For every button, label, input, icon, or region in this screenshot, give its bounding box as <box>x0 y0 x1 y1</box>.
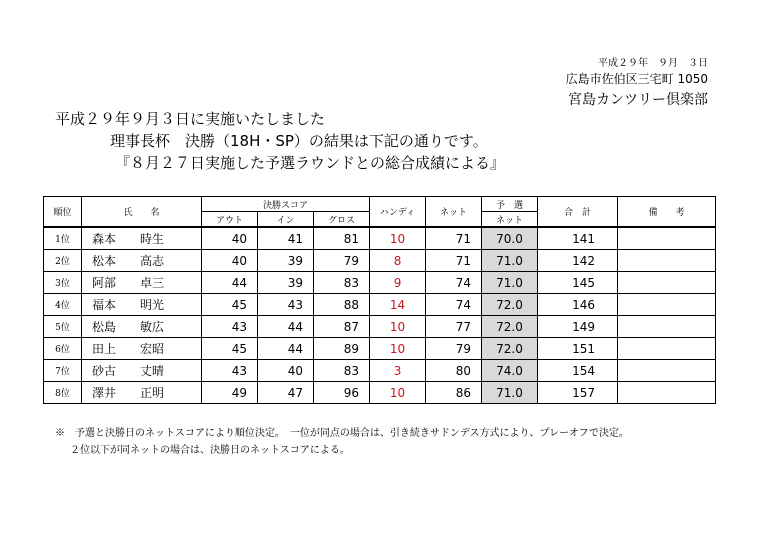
rank-cell: 5位 <box>44 316 82 338</box>
qualifier-net-cell: 70.0 <box>482 227 538 250</box>
gross-score-cell: 81 <box>314 227 370 250</box>
family-name: 砂古 <box>92 364 117 378</box>
out-score-cell: 45 <box>202 294 258 316</box>
out-score-cell: 45 <box>202 338 258 360</box>
in-score-cell: 44 <box>258 316 314 338</box>
family-name: 田上 <box>92 342 117 356</box>
name-cell <box>82 360 202 382</box>
name-cell <box>82 316 202 338</box>
handicap-cell: 10 <box>370 338 426 360</box>
net-score-cell: 77 <box>426 316 482 338</box>
document-date: 平成２９年 ９月 ３日 <box>598 58 708 69</box>
name-cell <box>82 294 202 316</box>
rank-cell: 4位 <box>44 294 82 316</box>
intro-line-2: 理事長杯 決勝（18H・SP）の結果は下記の通りです。 <box>110 132 488 150</box>
rank-cell: 7位 <box>44 360 82 382</box>
name-cell <box>82 382 202 404</box>
family-name: 福本 <box>92 298 117 312</box>
total-score-cell: 145 <box>538 272 618 294</box>
table-row <box>44 272 716 294</box>
note-second-place: ２位以下が同ネットの場合は、決勝日のネットスコアによる。 <box>70 445 350 456</box>
gross-score-cell: 87 <box>314 316 370 338</box>
out-score-cell: 40 <box>202 227 258 250</box>
remarks-cell <box>618 316 716 338</box>
qualifier-net-cell: 71.0 <box>482 250 538 272</box>
gross-score-cell: 88 <box>314 294 370 316</box>
net-score-cell: 71 <box>426 227 482 250</box>
out-score-cell: 44 <box>202 272 258 294</box>
total-score-cell: 149 <box>538 316 618 338</box>
remarks-cell <box>618 294 716 316</box>
name-cell <box>82 272 202 294</box>
handicap-cell: 3 <box>370 360 426 382</box>
given-name: 宏昭 <box>140 342 165 356</box>
qualifier-net-cell: 72.0 <box>482 294 538 316</box>
given-name: 丈晴 <box>140 364 165 378</box>
header-name: 氏 名 <box>82 197 202 228</box>
club-name: 宮島カンツリー倶楽部 <box>568 92 708 108</box>
club-address: 広島市佐伯区三宅町 1050 <box>565 72 708 86</box>
net-score-cell: 74 <box>426 294 482 316</box>
handicap-cell: 8 <box>370 250 426 272</box>
out-score-cell: 40 <box>202 250 258 272</box>
in-score-cell: 43 <box>258 294 314 316</box>
header-out: アウト <box>202 212 258 228</box>
header-total: 合 計 <box>538 197 618 228</box>
handicap-cell: 10 <box>370 227 426 250</box>
table-row <box>44 294 716 316</box>
qualifier-net-cell: 71.0 <box>482 272 538 294</box>
out-score-cell: 43 <box>202 360 258 382</box>
table-row <box>44 250 716 272</box>
given-name: 明光 <box>140 298 165 312</box>
gross-score-cell: 96 <box>314 382 370 404</box>
remarks-cell <box>618 338 716 360</box>
qualifier-net-cell: 72.0 <box>482 316 538 338</box>
family-name: 澤井 <box>92 386 117 400</box>
rank-cell: 3位 <box>44 272 82 294</box>
table-row <box>44 360 716 382</box>
net-score-cell: 71 <box>426 250 482 272</box>
rank-cell: 6位 <box>44 338 82 360</box>
rank-cell: 1位 <box>44 227 82 250</box>
out-score-cell: 49 <box>202 382 258 404</box>
table-row <box>44 338 716 360</box>
in-score-cell: 41 <box>258 227 314 250</box>
header-net: ネット <box>426 197 482 228</box>
qualifier-net-cell: 72.0 <box>482 338 538 360</box>
remarks-cell <box>618 360 716 382</box>
gross-score-cell: 83 <box>314 272 370 294</box>
family-name: 森本 <box>92 232 117 246</box>
handicap-cell: 9 <box>370 272 426 294</box>
in-score-cell: 39 <box>258 272 314 294</box>
total-score-cell: 141 <box>538 227 618 250</box>
rank-cell: 2位 <box>44 250 82 272</box>
name-cell <box>82 250 202 272</box>
header-qualifier: 予 選 <box>482 197 538 212</box>
net-score-cell: 79 <box>426 338 482 360</box>
remarks-cell <box>618 227 716 250</box>
table-row <box>44 227 716 250</box>
in-score-cell: 40 <box>258 360 314 382</box>
given-name: 敏広 <box>140 320 165 334</box>
net-score-cell: 74 <box>426 272 482 294</box>
given-name: 時生 <box>140 232 165 246</box>
intro-line-1: 平成２９年９月３日に実施いたしました <box>55 110 326 128</box>
net-score-cell: 80 <box>426 360 482 382</box>
in-score-cell: 39 <box>258 250 314 272</box>
qualifier-net-cell: 71.0 <box>482 382 538 404</box>
table-row <box>44 382 716 404</box>
total-score-cell: 154 <box>538 360 618 382</box>
remarks-cell <box>618 382 716 404</box>
in-score-cell: 44 <box>258 338 314 360</box>
total-score-cell: 142 <box>538 250 618 272</box>
net-score-cell: 86 <box>426 382 482 404</box>
results-table <box>43 196 716 404</box>
header-remarks: 備 考 <box>618 197 716 228</box>
table-row <box>44 316 716 338</box>
name-cell <box>82 338 202 360</box>
in-score-cell: 47 <box>258 382 314 404</box>
header-in: イン <box>258 212 314 228</box>
gross-score-cell: 83 <box>314 360 370 382</box>
header-qualifier-net: ネット <box>482 212 538 228</box>
remarks-cell <box>618 250 716 272</box>
rank-cell: 8位 <box>44 382 82 404</box>
family-name: 松島 <box>92 320 117 334</box>
header-rank: 順位 <box>44 197 82 228</box>
handicap-cell: 10 <box>370 382 426 404</box>
name-cell <box>82 227 202 250</box>
handicap-cell: 14 <box>370 294 426 316</box>
total-score-cell: 157 <box>538 382 618 404</box>
family-name: 阿部 <box>92 276 117 290</box>
intro-line-3: 『８月２７日実施した予選ラウンドとの総合成績による』 <box>115 154 506 172</box>
total-score-cell: 146 <box>538 294 618 316</box>
note-tiebreak: ※ 予選と決勝日のネットスコアにより順位決定。 一位が同点の場合は、引き続きサドンデス方式により、プレーオフで決定。 <box>55 428 629 439</box>
header-final-score: 決勝スコア <box>202 197 370 212</box>
remarks-cell <box>618 272 716 294</box>
qualifier-net-cell: 74.0 <box>482 360 538 382</box>
gross-score-cell: 79 <box>314 250 370 272</box>
gross-score-cell: 89 <box>314 338 370 360</box>
header-gross: グロス <box>314 212 370 228</box>
header-handicap: ハンディ <box>370 197 426 228</box>
out-score-cell: 43 <box>202 316 258 338</box>
given-name: 正明 <box>140 386 165 400</box>
family-name: 松本 <box>92 254 117 268</box>
given-name: 卓三 <box>140 276 165 290</box>
total-score-cell: 151 <box>538 338 618 360</box>
handicap-cell: 10 <box>370 316 426 338</box>
given-name: 高志 <box>140 254 165 268</box>
